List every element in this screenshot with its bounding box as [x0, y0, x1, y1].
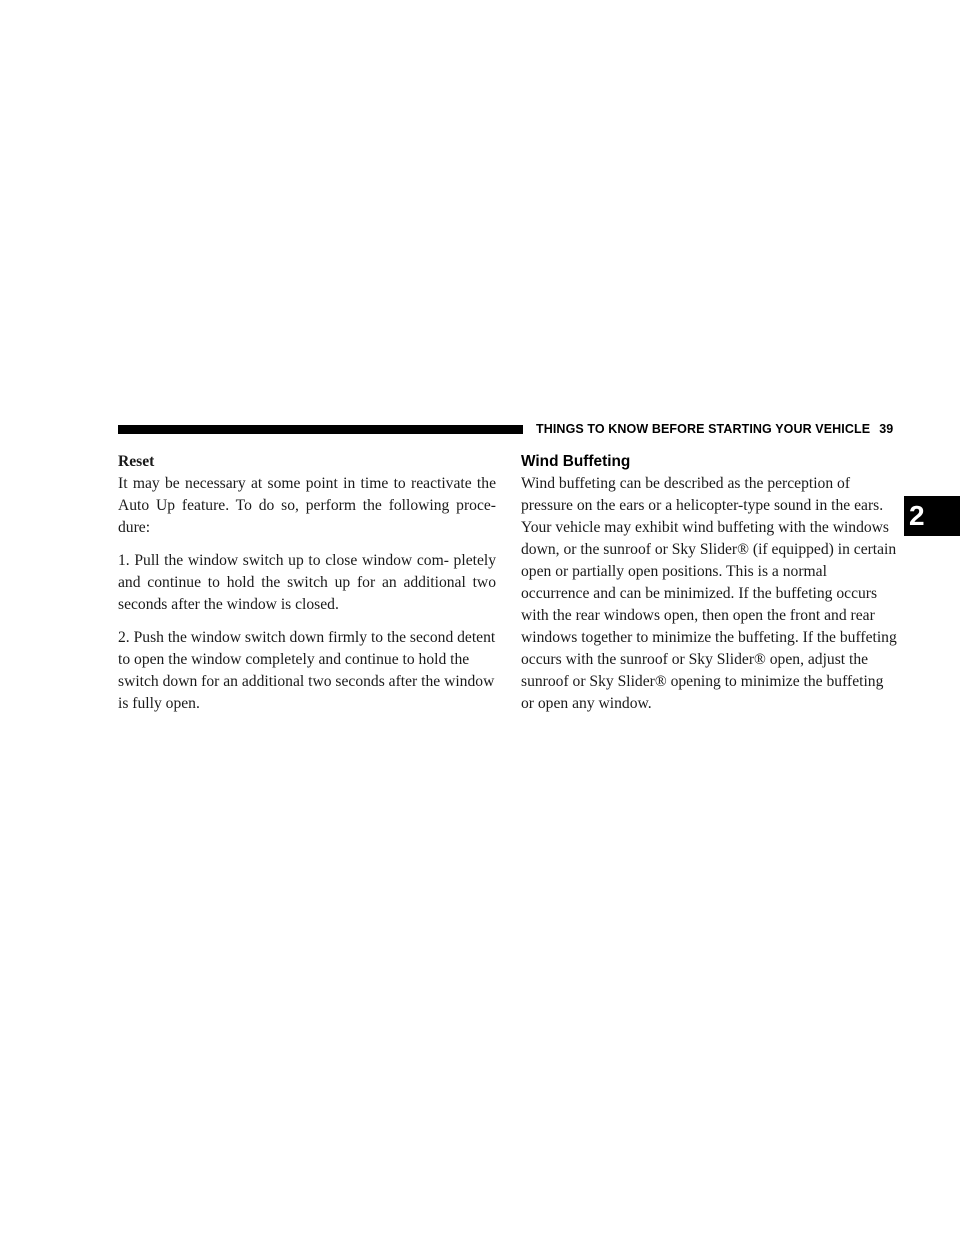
reset-step-2: 2. Push the window switch down firmly to the second detent to open the window completely and continue to hold the switch down for an additional two seconds after the window is fully open. — [118, 629, 496, 712]
wind-buffeting-heading: Wind Buffeting — [521, 453, 631, 470]
running-header — [536, 422, 893, 436]
reset-intro: It may be necessary at some point in time to reactivate the Auto Up feature. To do so, perform the following proce- dure: — [118, 475, 496, 536]
section-title: THINGS TO KNOW BEFORE STARTING YOUR VEHICLE — [536, 422, 871, 436]
chapter-tab: 2 — [904, 496, 960, 536]
page-number: 39 — [879, 422, 894, 436]
wind-buffeting-body: Wind buffeting can be described as the perception of pressure on the ears or a helicopter-type sound in the ears. Your vehicle may exhibit wind buffeting with the windows down, or the sunroof or Sky Slider® (if equipped) in certain open or partially open positions. This is a normal occurrence and can be minimized. If the buffeting occurs with the rear windows open, then open the front and rear windows together to minimize the buffeting. If the buffeting occurs with the sunroof or Sky Slider® open, adjust the sunroof or Sky Slider® opening to minimize the buffeting or open any window. — [521, 475, 897, 712]
reset-subheading: Reset — [118, 453, 155, 470]
left-column — [118, 451, 496, 726]
right-column — [521, 451, 897, 726]
header-rule — [118, 425, 523, 434]
reset-step-1: 1. Pull the window switch up to close window com- pletely and continue to hold the switch up for an additional two seconds after the window is closed. — [118, 552, 496, 613]
